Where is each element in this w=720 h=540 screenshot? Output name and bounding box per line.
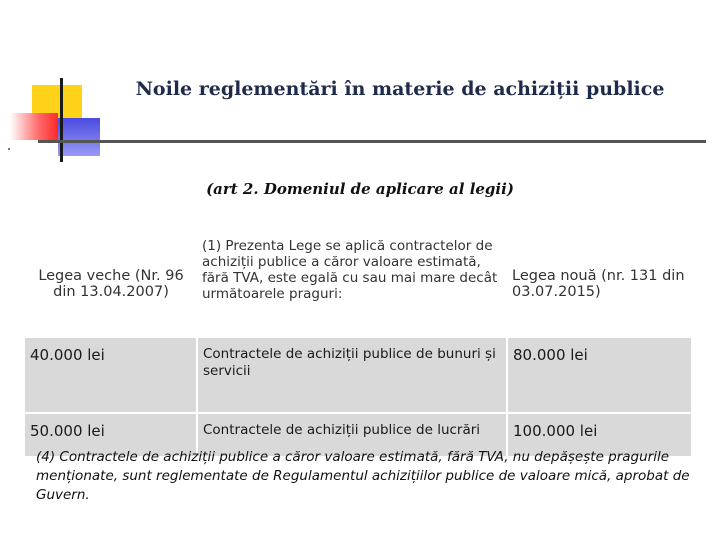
old-threshold: 50.000 lei [25,413,197,456]
footnote-text: (4) Contractele de achiziții publice a căror valoare estimată, fără TVA, nu depășește pragurile menționate, sunt reglementate de Regulamentul achizițiilor publice de valoare mică, aprobat de Guvern. [36,449,690,503]
decor-dot [8,148,10,150]
table-header-row [25,232,691,337]
thresholds-table [25,232,691,456]
table-row [25,337,691,413]
decor-vertical-line [60,78,63,162]
header-description: (1) Prezenta Lege se aplică contractelor de achiziții publice a căror valoare estimată, fără TVA, este egală cu sau mai mare decât următoarele praguri: [202,238,498,302]
slide-subtitle: (art 2. Domeniul de aplicare al legii) [206,180,514,198]
slide-title: Noile reglementări în materie de achiziții publice [135,78,665,100]
header-old-law: Legea veche (Nr. 96 din 13.04.2007) [38,268,184,300]
contract-type: Contractele de achiziții publice de lucrări [197,413,507,456]
decor-horizontal-line [38,140,706,143]
header-new-law: Legea nouă (nr. 131 din 03.07.2015) [512,268,685,300]
decor-red-gradient [10,113,58,140]
old-threshold: 40.000 lei [25,337,197,413]
contract-type: Contractele de achiziții publice de bunuri și servicii [197,337,507,413]
new-threshold: 80.000 lei [507,337,691,413]
decor-blue-square [58,118,100,156]
new-threshold: 100.000 lei [507,413,691,456]
